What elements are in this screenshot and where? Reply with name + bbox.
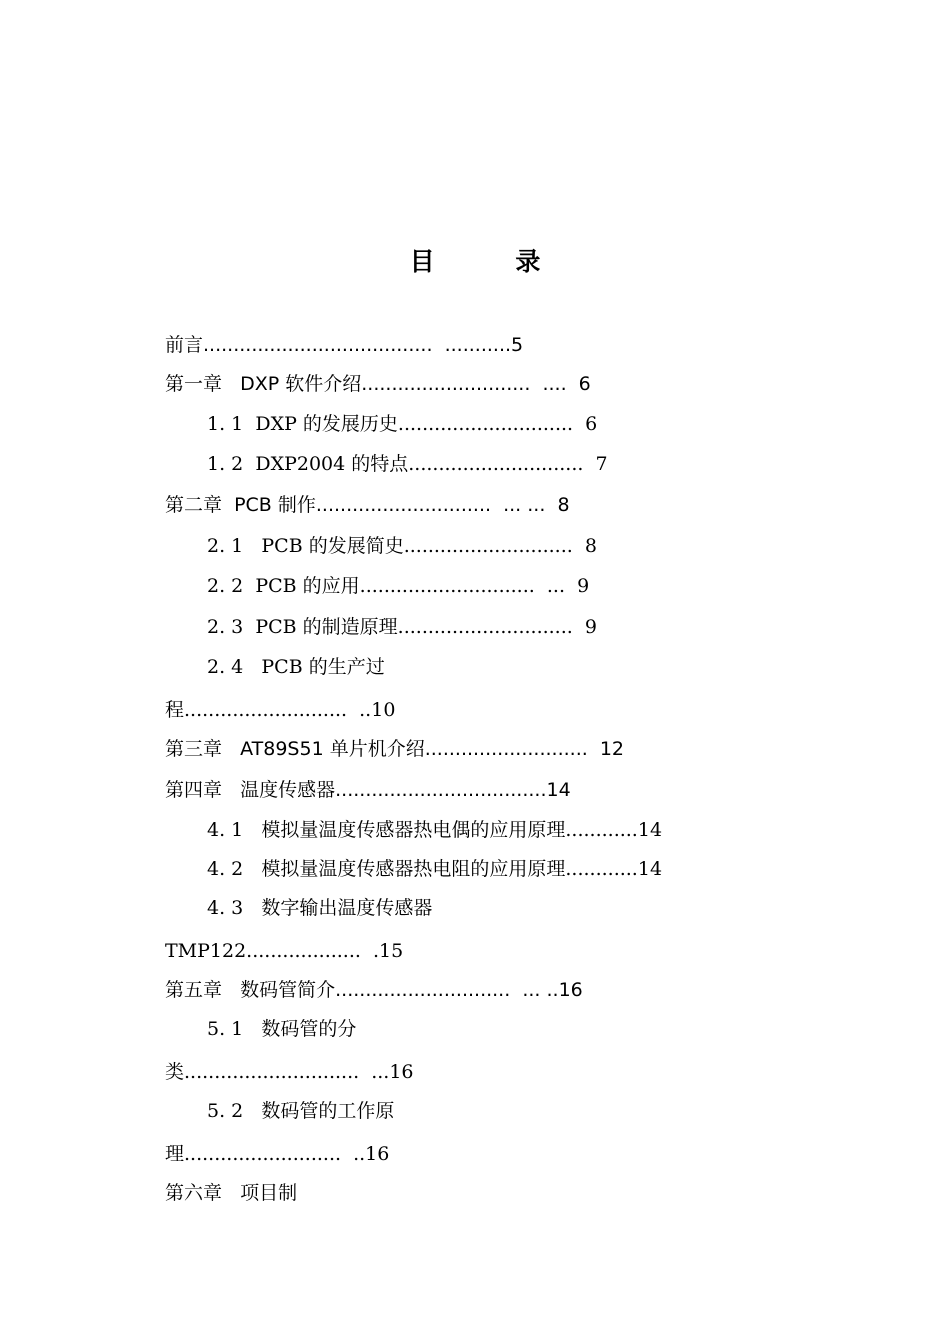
toc-entry-chapter-4[interactable]: 第四章 温度传感器...................................14 [165,779,571,801]
toc-entry-2-3[interactable]: 2. 3 PCB 的制造原理............................. 9 [207,616,597,638]
toc-entry-4-3-continued[interactable]: TMP122................... .15 [165,940,404,962]
toc-entry-preface[interactable]: 前言...................................... ...........5 [165,334,524,356]
toc-entry-5-2-continued[interactable]: 理.......................... ..16 [165,1143,390,1165]
toc-entry-4-1[interactable]: 4. 1 模拟量温度传感器热电偶的应用原理............14 [207,819,663,841]
toc-entry-4-2[interactable]: 4. 2 模拟量温度传感器热电阻的应用原理............14 [207,858,663,880]
toc-entry-1-1[interactable]: 1. 1 DXP 的发展历史............................. 6 [207,413,598,435]
toc-entry-chapter-5[interactable]: 第五章 数码管简介............................. ... ..16 [165,979,583,1001]
toc-entry-5-2[interactable]: 5. 2 数码管的工作原 [207,1100,395,1122]
toc-entry-chapter-3[interactable]: 第三章 AT89S51 单片机介绍........................... 12 [165,738,625,760]
toc-entry-2-4-continued[interactable]: 程........................... ..10 [165,699,396,721]
toc-entry-2-1[interactable]: 2. 1 PCB 的发展简史............................ 8 [207,535,597,557]
toc-entry-chapter-2[interactable]: 第二章 PCB 制作............................. ... ... 8 [165,494,570,516]
toc-entry-chapter-1[interactable]: 第一章 DXP 软件介绍............................ .... 6 [165,373,591,395]
toc-entry-2-2[interactable]: 2. 2 PCB 的应用............................. ... 9 [207,575,590,597]
toc-entry-1-2[interactable]: 1. 2 DXP2004 的特点............................. 7 [207,453,608,475]
toc-entry-5-1-continued[interactable]: 类............................. ...16 [165,1061,414,1083]
toc-entry-chapter-6[interactable]: 第六章 项目制 [165,1182,298,1204]
toc-entry-5-1[interactable]: 5. 1 数码管的分 [207,1018,357,1040]
toc-entry-4-3[interactable]: 4. 3 数字输出温度传感器 [207,897,433,919]
toc-title: 目 录 [409,247,577,276]
toc-entry-2-4[interactable]: 2. 4 PCB 的生产过 [207,656,385,678]
